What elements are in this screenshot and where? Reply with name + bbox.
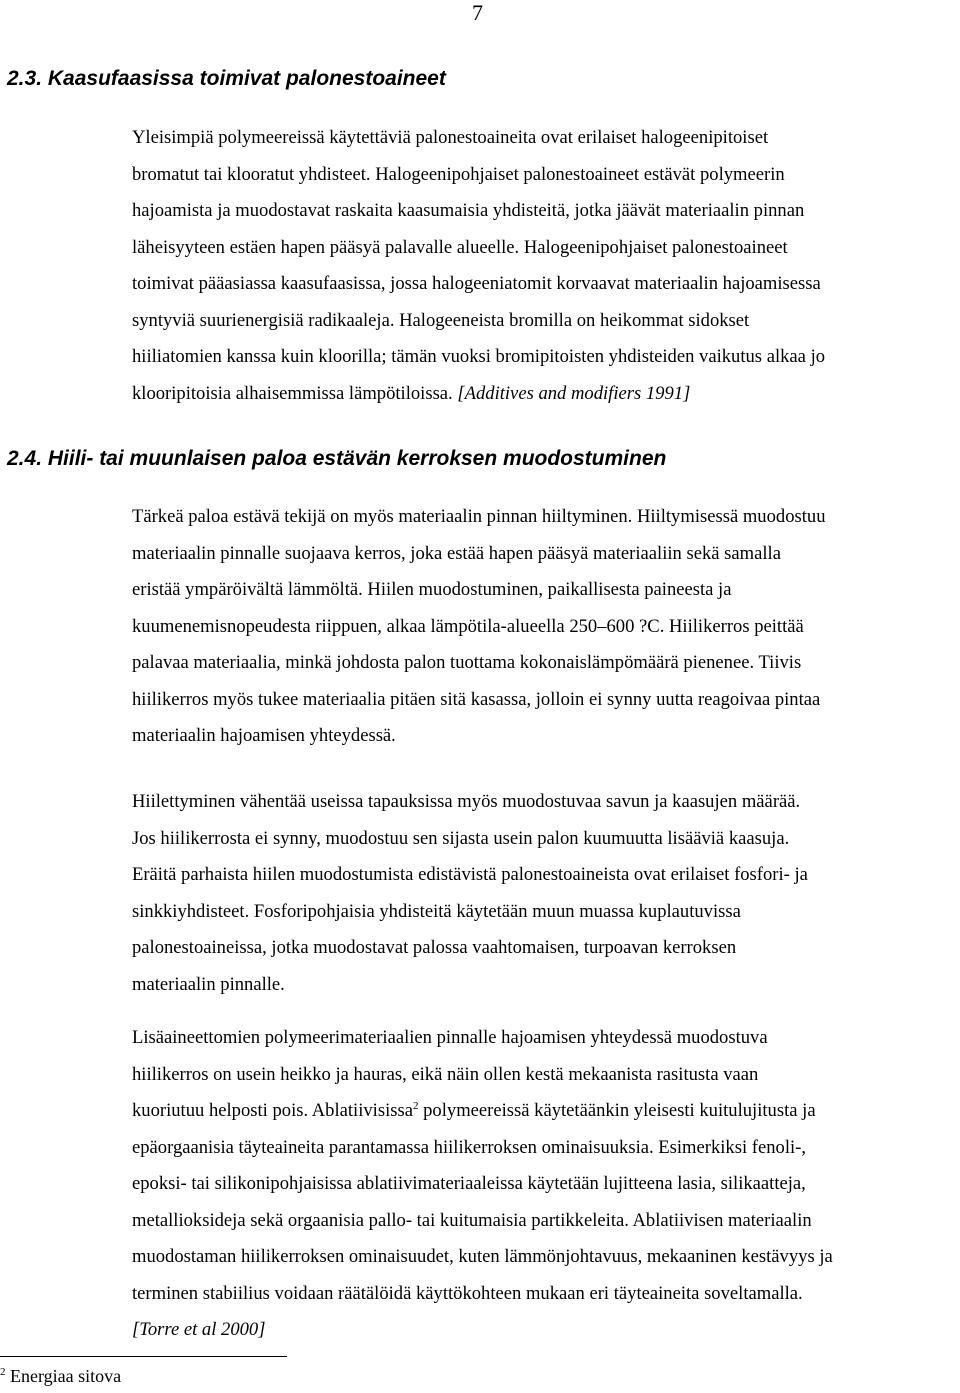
text-line: palavaa materiaalia, minkä johdosta palon tuottama kokonaislämpömäärä pienenee. Tiivis: [132, 652, 802, 673]
text-segment: klooripitoisia alhaisemmissa lämpötiloissa.: [132, 382, 453, 404]
text-line: Hiilettyminen vähentää useissa tapauksissa myös muodostuvaa savun ja kaasujen määrää.: [132, 791, 801, 812]
text-line: hiiliatomien kanssa kuin kloorilla; tämän vuoksi bromipitoisten yhdisteiden vaikutus alkaa jo: [132, 346, 826, 367]
text-line: materiaalin pinnalle.: [132, 973, 285, 995]
paragraph-2-4-3: [132, 1020, 960, 1349]
text-line: materiaalin pinnalle suojaava kerros, joka estää hapen pääsyä materiaaliin sekä samalla: [132, 542, 781, 564]
text-line: läheisyyteen estäen hapen pääsyä palavalle alueelle. Halogeenipohjaiset palonestoaineet: [132, 236, 788, 258]
text-line: eristää ympäröivältä lämmöltä. Hiilen muodostuminen, paikallisesta paineesta ja: [132, 579, 732, 600]
footnote-divider: [0, 1356, 287, 1357]
text-line: metallioksideja sekä orgaanisia pallo- tai kuitumaisia partikkeleita. Ablatiivisen materiaalin: [132, 1209, 812, 1231]
text-line: Lisäaineettomien polymeerimateriaalien pinnalle hajoamisen yhteydessä muodostuva: [132, 1027, 768, 1048]
section-heading-2-3: 2.3. Kaasufaasissa toimivat palonestoaineet: [7, 67, 446, 90]
text-line: Eräitä parhaista hiilen muodostumista edistävistä palonestoaineista ovat erilaiset fosfori- ja: [132, 864, 808, 885]
text-line: Yleisimpiä polymeereissä käytettäviä palonestoaineita ovat erilaiset halogeenipitoiset: [132, 127, 769, 148]
footnote: [0, 1366, 121, 1387]
paragraph-2-3: [132, 120, 960, 412]
footnote-marker: 2: [0, 1366, 6, 1378]
text-line: [132, 1093, 960, 1130]
footnote-reference: 2: [412, 1099, 419, 1112]
text-line: terminen stabiilius voidaan räätälöidä käyttökohteen mukaan eri täyteaineita soveltamalla.: [132, 1282, 803, 1304]
text-line: kuumenemisnopeudesta riippuen, alkaa lämpötila-alueella 250–600 ?C. Hiilikerros peittää: [132, 615, 804, 637]
text-line: epoksi- tai silikonipohjaisissa ablatiivimateriaaleissa käytetään lujitteena lasia, silikaatteja,: [132, 1173, 806, 1194]
citation: [Torre et al 2000]: [132, 1319, 266, 1340]
footnote-text: Energiaa sitova: [10, 1366, 122, 1386]
text-line: bromatut tai klooratut yhdisteet. Halogeenipohjaiset palonestoaineet estävät polymeerin: [132, 163, 785, 185]
text-line: materiaalin hajoamisen yhteydessä.: [132, 725, 396, 746]
text-line: muodostaman hiilikerroksen ominaisuudet, kuten lämmönjohtavuus, mekaaninen kestävyys ja: [132, 1246, 833, 1267]
text-line: toimivat pääasiassa kaasufaasissa, jossa halogeeniatomit korvaavat materiaalin hajoamisessa: [132, 273, 821, 294]
citation: [Additives and modifiers 1991]: [457, 382, 691, 404]
text-line: Tärkeä paloa estävä tekijä on myös materiaalin pinnan hiiltyminen. Hiiltymisessä muodostuu: [132, 506, 826, 527]
text-line: epäorgaanisia täyteaineita parantamassa hiilikerroksen ominaisuuksia. Esimerkiksi fenoli-,: [132, 1136, 806, 1158]
text-line: hajoamista ja muodostavat raskaita kaasumaisia yhdisteitä, jotka jäävät materiaalin pinnan: [132, 200, 805, 221]
text-line: Jos hiilikerrosta ei synny, muodostuu sen sijasta usein palon kuumuutta lisääviä kaasuja.: [132, 827, 790, 849]
text-segment: kuoriutuu helposti pois. Ablatiivisissa: [132, 1100, 413, 1121]
paragraph-2-4-1: [132, 499, 960, 755]
text-line: sinkkiyhdisteet. Fosforipohjaisia yhdisteitä käytetään muun muassa kuplautuvissa: [132, 900, 741, 922]
text-line: [132, 376, 960, 413]
text-line: hiilikerros on usein heikko ja hauras, eikä näin ollen kestä mekaanista rasitusta vaan: [132, 1063, 759, 1085]
text-line: hiilikerros myös tukee materiaalia pitäen sitä kasassa, jolloin ei synny uutta reagoivaa pintaa: [132, 688, 821, 710]
section-heading-2-4: 2.4. Hiili- tai muunlaisen paloa estävän kerroksen muodostuminen: [7, 447, 667, 470]
text-line: syntyviä suurienergisiä radikaaleja. Halogeeneista bromilla on heikommat sidokset: [132, 309, 750, 331]
text-segment: polymeereissä käytetäänkin yleisesti kuitulujitusta ja: [418, 1100, 816, 1121]
text-line: palonestoaineissa, jotka muodostavat palossa vaahtomaisen, turpoavan kerroksen: [132, 937, 737, 958]
paragraph-2-4-2: [132, 784, 960, 1003]
page-number: 7: [472, 0, 483, 25]
